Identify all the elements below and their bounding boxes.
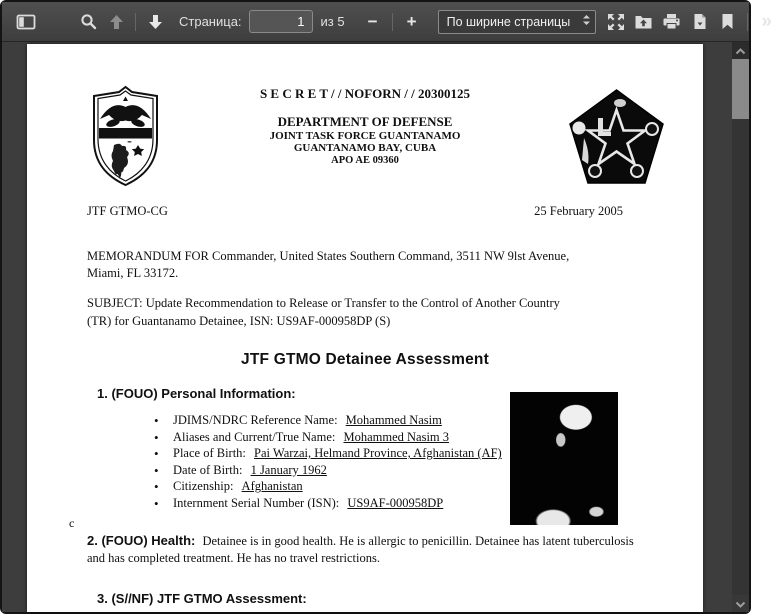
list-item — [154, 412, 546, 429]
field-value: Mohammed Nasim — [345, 412, 442, 427]
field-value: Mohammed Nasim 3 — [343, 429, 450, 444]
download-icon — [692, 13, 708, 30]
field-label: Citizenship: — [173, 479, 234, 494]
list-item — [154, 462, 546, 479]
viewer-area — [2, 42, 749, 612]
field-value: 1 January 1962 — [250, 462, 327, 477]
more-tools-button[interactable]: » — [753, 8, 781, 36]
section3-heading: 3. (S//NF) JTF GTMO Assessment: — [97, 591, 307, 607]
previous-page-button[interactable] — [102, 8, 130, 36]
chevron-up-icon — [735, 42, 746, 60]
section2-heading: 2. (FOUO) Health: — [87, 532, 196, 548]
open-file-button[interactable] — [630, 8, 658, 36]
scroll-up-button[interactable] — [732, 42, 749, 59]
jtf-gtmo-pentagon-emblem — [568, 88, 665, 192]
classification-banner: S E C R E T / / NOFORN / / 20300125 — [259, 86, 471, 101]
arrow-down-icon — [147, 14, 164, 30]
letterhead-line: DEPARTMENT OF DEFENSE — [277, 114, 453, 129]
list-item — [154, 478, 546, 495]
toolbar — [2, 2, 772, 42]
zoom-level-select[interactable] — [438, 10, 596, 34]
bookmark-icon — [721, 13, 734, 30]
office-symbol: JTF GTMO-CG — [87, 203, 168, 218]
chevron-down-icon — [735, 595, 746, 613]
select-spinner-icon — [582, 14, 591, 29]
assessment-title: JTF GTMO Detainee Assessment — [241, 350, 489, 368]
bookmark-button[interactable] — [714, 8, 742, 36]
page-number-input[interactable] — [249, 10, 313, 33]
field-label: Internment Serial Number (ISN): — [173, 496, 340, 511]
print-button[interactable] — [658, 8, 686, 36]
list-item — [154, 445, 546, 462]
document-page — [27, 44, 703, 612]
stray-character: c — [69, 515, 75, 530]
page-label: Страница: — [179, 14, 242, 29]
search-icon — [80, 13, 97, 30]
scroll-down-button[interactable] — [732, 595, 749, 612]
field-label: JDIMS/NDRC Reference Name: — [173, 412, 338, 427]
subject-text-line: SUBJECT: Update Recommendation to Release or Transfer to the Control of Another Country — [87, 296, 560, 311]
toolbar-separator — [135, 13, 136, 31]
field-label: Aliases and Current/True Name: — [173, 429, 336, 444]
list-item — [154, 429, 546, 446]
field-label: Place of Birth: — [173, 446, 246, 461]
detainee-photo — [510, 392, 618, 525]
list-item — [154, 495, 546, 512]
download-button[interactable] — [686, 8, 714, 36]
page-count-label: из 5 — [320, 14, 345, 29]
scrollbar-thumb[interactable] — [732, 59, 749, 119]
printer-icon — [662, 13, 681, 30]
search-button[interactable] — [74, 8, 102, 36]
office-date-row — [87, 204, 623, 219]
zoom-in-button[interactable]: + — [398, 8, 426, 36]
section2-text: Detainee is in good health. He is allergic to penicillin. Detainee has latent tuberculosis and has completed treatment. He has no travel restrictions. — [87, 533, 634, 565]
subject-line — [87, 295, 659, 330]
next-page-button[interactable] — [141, 8, 169, 36]
subject-text-line: (TR) for Guantanamo Detainee, ISN: US9AF-000958DP (S) — [87, 313, 391, 328]
document-date: 25 February 2005 — [534, 203, 623, 218]
toolbar-separator — [747, 13, 748, 31]
folder-open-icon — [634, 13, 653, 30]
letterhead-line: APO AE 09360 — [331, 154, 399, 166]
letterhead-line: GUANTANAMO BAY, CUBA — [293, 142, 437, 155]
memo-line: MEMORANDUM FOR Commander, United States Southern Command, 3511 NW 9lst Avenue, — [87, 248, 570, 263]
presentation-mode-button[interactable] — [602, 8, 630, 36]
toolbar-separator — [392, 13, 393, 31]
arrow-up-icon — [108, 14, 125, 30]
sidebar-toggle-button[interactable] — [12, 8, 40, 36]
sidebar-icon — [16, 14, 36, 30]
memo-line: Miami, FL 33172. — [87, 266, 179, 281]
zoom-select-value: По ширине страницы — [446, 14, 571, 29]
section2-health — [87, 532, 647, 568]
field-label: Date of Birth: — [173, 462, 243, 477]
field-value: Pai Warzai, Helmand Province, Afghanistan (AF) — [254, 446, 502, 461]
memorandum-address — [87, 248, 659, 283]
vertical-scrollbar[interactable] — [732, 42, 749, 612]
letterhead-line: JOINT TASK FORCE GUANTANAMO — [269, 129, 461, 142]
field-value: Afghanistan — [241, 479, 303, 494]
personal-info-list — [154, 412, 546, 512]
section1-heading: 1. (FOUO) Personal Information: — [97, 385, 296, 401]
fullscreen-arrows-icon — [607, 13, 625, 31]
field-value: US9AF-000958DP — [347, 496, 444, 511]
zoom-out-button[interactable]: − — [359, 8, 387, 36]
southcom-shield-emblem — [86, 85, 165, 193]
